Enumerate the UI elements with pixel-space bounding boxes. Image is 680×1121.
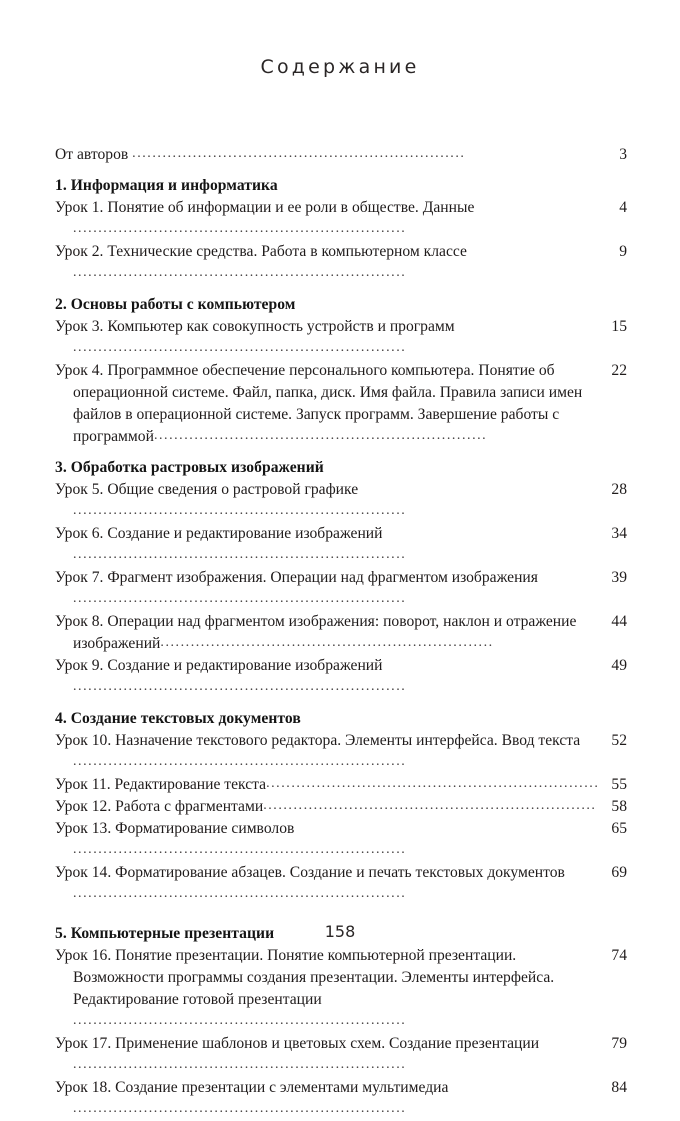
dot-leader bbox=[73, 676, 405, 698]
toc-entry-label: Урок 6. Создание и редактирование изображений bbox=[55, 525, 383, 542]
dot-leader bbox=[73, 588, 405, 610]
toc-entry-page-number: 34 bbox=[611, 525, 627, 542]
toc-entry-page-number: 3 bbox=[619, 146, 627, 163]
table-of-contents bbox=[55, 144, 627, 1121]
dot-leader bbox=[266, 774, 598, 795]
toc-entry-page-number: 65 bbox=[611, 820, 627, 837]
toc-entry-page-number: 58 bbox=[611, 798, 627, 815]
dot-leader bbox=[73, 839, 405, 861]
toc-entry-label: Урок 4. Программное обеспечение персонального компьютера. Понятие об операционной системе. Файл, папка, диск. Имя файла. Правила записи имен файлов в операционной системе. Запуск программ. Завершение работы с программой bbox=[55, 362, 583, 445]
toc-section-heading: 2. Основы работы с компьютером bbox=[55, 296, 296, 313]
dot-leader bbox=[154, 425, 486, 447]
toc-entry-label: От авторов bbox=[55, 146, 129, 163]
toc-entry[interactable] bbox=[55, 567, 627, 611]
toc-entry[interactable] bbox=[55, 197, 627, 241]
toc-entry[interactable] bbox=[55, 611, 627, 655]
toc-entry-page-number: 49 bbox=[611, 657, 627, 674]
toc-entry-page-number: 4 bbox=[619, 199, 627, 216]
dot-leader bbox=[73, 544, 405, 566]
toc-entry[interactable] bbox=[55, 1077, 627, 1121]
toc-entry-label: Урок 1. Понятие об информации и ее роли в обществе. Данные bbox=[55, 199, 475, 216]
toc-entry-page-number: 39 bbox=[611, 569, 627, 586]
toc-sections bbox=[55, 175, 627, 1121]
dot-leader bbox=[73, 1054, 405, 1076]
toc-entry-label: Урок 8. Операции над фрагментом изображения: поворот, наклон и отражение изображений bbox=[55, 613, 577, 652]
toc-entry-label: Урок 12. Работа с фрагментами bbox=[55, 798, 264, 815]
toc-entry[interactable] bbox=[55, 655, 627, 699]
toc-entry-label: Урок 7. Фрагмент изображения. Операции над фрагментом изображения bbox=[55, 569, 538, 586]
toc-section bbox=[55, 294, 627, 448]
toc-entry[interactable] bbox=[55, 774, 627, 796]
toc-entry-label: Урок 17. Применение шаблонов и цветовых схем. Создание презентации bbox=[55, 1035, 540, 1052]
toc-entry[interactable] bbox=[55, 316, 627, 360]
toc-entry-page-number: 52 bbox=[611, 732, 627, 749]
toc-section-heading: 3. Обработка растровых изображений bbox=[55, 459, 324, 476]
toc-entry[interactable] bbox=[55, 241, 627, 285]
toc-entry[interactable] bbox=[55, 945, 627, 1033]
toc-section-heading: 5. Компьютерные презентации bbox=[55, 925, 275, 942]
dot-leader bbox=[73, 751, 405, 773]
toc-entry[interactable] bbox=[55, 818, 627, 862]
toc-entry-page-number: 9 bbox=[619, 243, 627, 260]
dot-leader bbox=[160, 632, 492, 654]
toc-section-heading: 1. Информация и информатика bbox=[55, 177, 278, 194]
dot-leader bbox=[73, 1010, 405, 1032]
toc-section-heading: 4. Создание текстовых документов bbox=[55, 710, 301, 727]
dot-leader bbox=[73, 883, 405, 905]
toc-entry-label: Урок 9. Создание и редактирование изображений bbox=[55, 657, 383, 674]
toc-entry-label: Урок 3. Компьютер как совокупность устройств и программ bbox=[55, 318, 455, 335]
toc-entry-label: Урок 2. Технические средства. Работа в компьютерном классе bbox=[55, 243, 467, 260]
toc-entry-page-number: 15 bbox=[611, 318, 627, 335]
toc-entry-page-number: 28 bbox=[611, 481, 627, 498]
toc-entry-label: Урок 13. Форматирование символов bbox=[55, 820, 295, 837]
page-title: Содержание bbox=[260, 56, 420, 78]
toc-entry-page-number: 44 bbox=[611, 613, 627, 630]
page-folio: 158 bbox=[324, 922, 356, 941]
toc-entry-page-number: 22 bbox=[611, 362, 627, 379]
toc-entry-page-number: 74 bbox=[611, 947, 627, 964]
toc-entry[interactable] bbox=[55, 360, 627, 448]
toc-section bbox=[55, 457, 627, 699]
toc-entry[interactable] bbox=[55, 1033, 627, 1077]
toc-entry-page-number: 55 bbox=[611, 776, 627, 793]
dot-leader bbox=[73, 500, 405, 522]
dot-leader bbox=[73, 1098, 405, 1120]
toc-section bbox=[55, 708, 627, 906]
toc-entry[interactable] bbox=[55, 796, 627, 818]
dot-leader bbox=[73, 337, 405, 359]
toc-entry[interactable] bbox=[55, 730, 627, 774]
toc-entry-label: Урок 16. Понятие презентации. Понятие компьютерной презентации. Возможности программы создания презентации. Элементы интерфейса. Редактирование готовой презентации bbox=[55, 947, 555, 1008]
toc-entry-label: Урок 14. Форматирование абзацев. Создание и печать текстовых документов bbox=[55, 864, 565, 881]
toc-entry-page-number: 84 bbox=[611, 1079, 627, 1096]
dot-leader bbox=[73, 262, 405, 284]
toc-section bbox=[55, 923, 627, 1121]
toc-entry[interactable] bbox=[55, 479, 627, 523]
toc-entry-label: Урок 10. Назначение текстового редактора. Элементы интерфейса. Ввод текста bbox=[55, 732, 581, 749]
toc-entry[interactable] bbox=[55, 523, 627, 567]
toc-entry-page-number: 69 bbox=[611, 864, 627, 881]
dot-leader bbox=[263, 796, 595, 817]
toc-entry-preface[interactable] bbox=[55, 144, 627, 166]
toc-entry-label: Урок 5. Общие сведения о растровой графике bbox=[55, 481, 359, 498]
toc-entry-label: Урок 11. Редактирование текста bbox=[55, 776, 267, 793]
dot-leader bbox=[73, 218, 405, 240]
toc-entry-label: Урок 18. Создание презентации с элементами мультимедиа bbox=[55, 1079, 449, 1096]
dot-leader bbox=[132, 144, 464, 165]
toc-section bbox=[55, 175, 627, 285]
toc-entry-page-number: 79 bbox=[611, 1035, 627, 1052]
toc-entry[interactable] bbox=[55, 862, 627, 906]
